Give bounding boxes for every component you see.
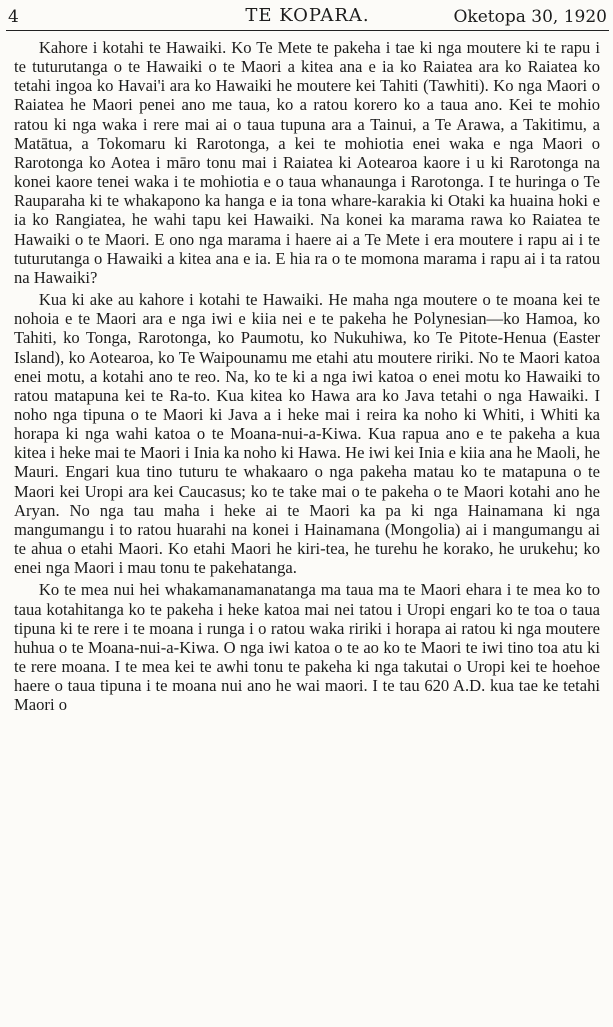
article-body [14, 38, 600, 714]
newspaper-title: TE KOPARA. [245, 5, 370, 26]
issue-date: Oketopa 30, 1920 [453, 7, 607, 27]
paragraph-2: Kua ki ake au kahore i kotahi te Hawaiki. He maha nga moutere o te moana kei te nohoia e te Maori ara e nga iwi e kiia nei e te pakeha he Polynesian—ko Hamoa, ko Tahiti, ko Tonga, Rarotonga, ko Paumotu, ko Nukuhiwa, ko Te Pitote-Henua (Easter Island), ko Aotearoa, ko Te Waipounamu me etahi atu moutere ririki. No te Maori katoa enei motu, a kotahi ano te reo. Na, ko te ki a nga iwi katoa o enei motu ko Hawaiki to ratou matapuna kei te Ra-to. Kua kitea ko Hawa ara ko Java tetahi o nga Hawaiki. I noho nga tipuna o te Maori ki Java a i heke mai i reira ka noho ki Whiti, i Whiti ka horapa ki nga wahi katoa o te Moana-nui-a-Kiwa. Kua rapua ano e te pakeha a kua kitea i heke mai te Maori i Inia ka noho ki Hawa. He iwi kei Inia e kiia ana he Maoli, he Mauri. Engari kua tino tuturu te whakaaro o nga pakeha matau ko te matapuna o te Maori kei Uropi ara kei Caucasus; ko te take mai o te pakeha o te Maori kotahi ano he Aryan. No nga tau maha i heke ai te Maori ka pa ki nga Hainamana ki nga mangumangu i to ratou huarahi na konei i Hainamana (Mongolia) ai i mangumangu ai te ahua o etahi Maori. Ko etahi Maori he kiri-tea, he turehu he korako, he urukehu; ko enei nga Maori i mau tonu te pakehatanga. [14, 290, 600, 578]
header-rule [6, 30, 609, 31]
paragraph-3: Ko te mea nui hei whakamanamanatanga ma taua ma te Maori ehara i te mea ko to taua kotahitanga ko te pakeha i heke katoa mai nei tatou i Uropi engari ko te toa o taua tipuna ki te rere i te moana i runga i o ratou waka ririki i horapa ai ratou ki nga moutere huhua o te Moana-nui-a-Kiwa. O nga iwi katoa o te ao ko te Maori te iwi tino toa atu ki te rere moana. I te mea kei te awhi tonu te pakeha ki nga takutai o Uropi kei te hoehoe haere o taua tipuna i te moana nui ano he wai maori. I te tau 620 A.D. kua tae ke tetahi Maori o [14, 580, 600, 715]
page-number: 4 [8, 7, 19, 27]
page-header [8, 5, 607, 29]
paragraph-1: Kahore i kotahi te Hawaiki. Ko Te Mete te pakeha i tae ki nga moutere ki te rapu i te tuturutanga o te Hawaiki o te Maori a kitea ana e ia ko Raiatea ara ko Raiatea ko tetahi ingoa ko Havai'i ara ko Hawaiki he moutere kei Tahiti (Tawhiti). Ko nga Maori o Raiatea he Maori penei ano me taua, ko a ratou korero ko a taua ano. Kei te mohio ratou ki nga waka i rere mai ai o taua tupuna ara a Tainui, a Te Arawa, a Takitimu, a Matātua, a Tokomaru ki Rarotonga, a kei te mohiotia enei waka e nga Maori o Rarotonga ko Aotea i māro tonu mai i Raiatea ki Aotearoa kaore i u ki Rarotonga na konei kaore tenei waka i te mohiotia e o taua whanaunga i Rarotonga. I te huringa o Te Rauparaha ki te whakapono ka hanga e ia tona whare-karakia ki Otaki ka huaina hoki e ia ko Rangiatea, he wahi tapu kei Hawaiki. Na konei ka marama rawa ko Raiatea te Hawaiki o te Maori. E ono nga marama i haere ai a Te Mete i era moutere i rapu ai i te tuturutanga o Hawaiki a kitea ana e ia. E hia ra o te momona marama i rapu ai i ta ratou na Hawaiki? [14, 38, 600, 287]
